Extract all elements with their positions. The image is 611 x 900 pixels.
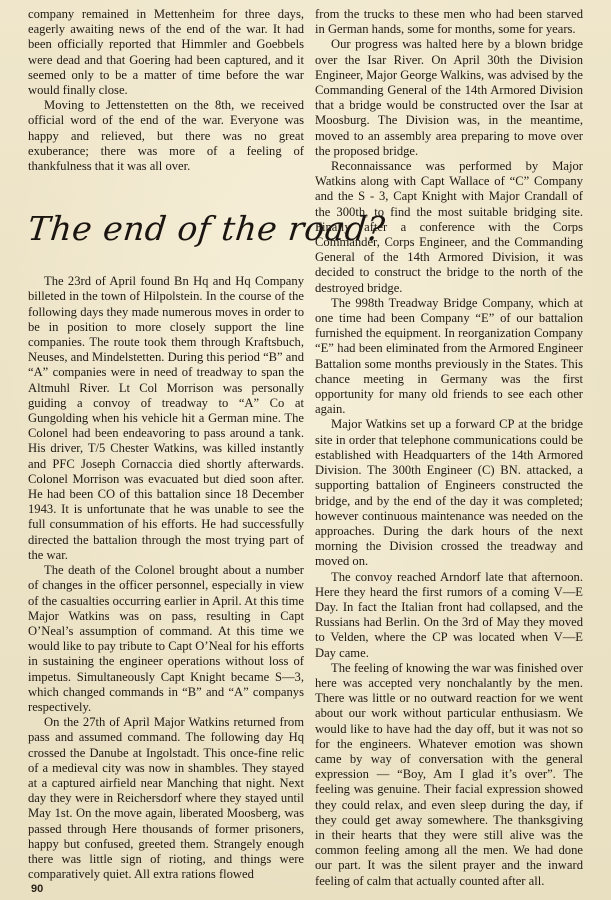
right-paragraph: Reconnaissance was performed by Major Watkins along with Capt Wallace of “C” Company and the S - 3, Capt Knight with Major Crandall of the 300th, to find the most suitable bridging site. Finally after a conference with the Corps Commander, Corps Engineer, and the Commanding General of the 14th Armored Division, it was decided to construct the bridge to the north of the destroyed bridge. [315, 159, 583, 295]
left-paragraph: The death of the Colonel brought about a number of changes in the officer personnel, especially in view of the casualties occurring earlier in April. At this time Major Watkins was on pass, resulting in Capt O’Neal’s assumption of command. At this time we would like to pay tribute to Capt O’Neal for his efforts in sustaining the engineer operations without loss of impetus. Simultaneously Capt Knight became S—3, which changed commands in “B” and “A” companys respectively. [28, 563, 304, 714]
left-column [25, 7, 387, 882]
right-paragraph: The convoy reached Arndorf late that afternoon. Here they heard the first rumors of a coming V—E Day. In fact the Italian front had collapsed, and the Russians had Berlin. On the 3rd of May they moved to Velden, where the CP was located when V—E Day came. [315, 569, 583, 660]
right-column [315, 7, 583, 889]
left-paragraph: On the 27th of April Major Watkins returned from pass and assumed command. The following day Hq crossed the Danube at Ingolstadt. This once-fine relic of a medieval city was now in shambles. They stayed at a captured airfield near Manching that night. Next day they were in Reichersdorf where they stayed until May 1st. On the move again, liberated Moosberg, was passed through Here thousands of former prisoners, happy but confused, greeted them. Strangely enough there was little sign of rioting, and things were comparatively quiet. All extra rations flowed [28, 715, 304, 882]
page-number: 90 [31, 883, 44, 895]
left-paragraph: company remained in Mettenheim for three days, eagerly awaiting news of the end of the war. It had been officially reported that Himmler and Goebbels were dead and that Goering had been captured, and it seemed only to be a matter of time before the war would finally close. [28, 7, 304, 98]
right-paragraph: The 998th Treadway Bridge Company, which at one time had been Company “E” of our battalion furnished the equipment. In reorganization Company “E” had been eliminated from the Armored Engineer Battalion some months previously in the States. This chance meeting in Germany was the first opportunity for many old friends to see each other again. [315, 295, 583, 417]
right-paragraph: The feeling of knowing the war was finished over here was accepted very nonchalantly by the men. There was little or no outward reaction for we went about our work without particular enthusiasm. We would like to have had the day off, but it was not so for the engineers. Whatever emotion was shown came by way of conversation with the general expression — “Boy, Am I glad it’s over”. The feeling was genuine. Their facial expression showed they could relax, and even sleep during the day, if they could get away somewhere. The thanksgiving in their hearts that they were still alive was the common feeling among all the men. We had done our part. It was the silent prayer and the inward feeling of calm that actually counted after all. [315, 660, 583, 888]
left-paragraph: The 23rd of April found Bn Hq and Hq Company billeted in the town of Hilpolstein. In the course of the following days they made numerous moves in order to be in position to more closely support the line companies. The route took them through Kraftsbuch, Neuses, and Mindelstetten. During this period “B” and “A” companies were in need of treadway to span the Altmuhl River. Lt Col Morrison was personally guiding a convoy of treadway to “A” Co at Gungolding when his vehicle hit a German mine. The Colonel had been endeavoring to pass around a tank. His driver, T/5 Chester Watkins, was killed instantly and PFC Joseph Cornaccia died shortly afterwards. Colonel Morrison was evacuated but died soon after. He had been CO of this battalion since 18 December 1943. It is unfortunate that he was unable to see the full consummation of his efforts. He had successfully directed the battalion through the most trying part of the war. [28, 274, 304, 562]
section-heading [25, 200, 387, 256]
left-paragraph: Moving to Jettenstetten on the 8th, we received official word of the end of the war. Everyone was happy and relieved, but there was no great exuberance; there was more of a feeling of thankfulness that it was all over. [28, 98, 304, 174]
right-paragraph: Major Watkins set up a forward CP at the bridge site in order that telephone communications could be established with Headquarters of the 14th Armored Division. The 300th Engineer (C) BN. attacked, a supporting battalion of Engineers constructed the bridge, and by the end of the day it was completed; however continuous maintenance was needed on the approaches. During the dark hours of the next morning the Division crossed the treadway and moved on. [315, 417, 583, 569]
section-heading-text: The end of the road? [25, 208, 387, 248]
right-paragraph: from the trucks to these men who had been starved in German hands, some for months, some for years. [315, 7, 583, 37]
right-paragraph: Our progress was halted here by a blown bridge over the Isar River. On April 30th the Division Engineer, Major George Walkins, was advised by the Commanding General of the 14th Armored Division that a bridge would be constructed over the Isar at Moosburg. The Division was, in the meantime, moved to an assembly area preparing to move over the proposed bridge. [315, 37, 583, 158]
